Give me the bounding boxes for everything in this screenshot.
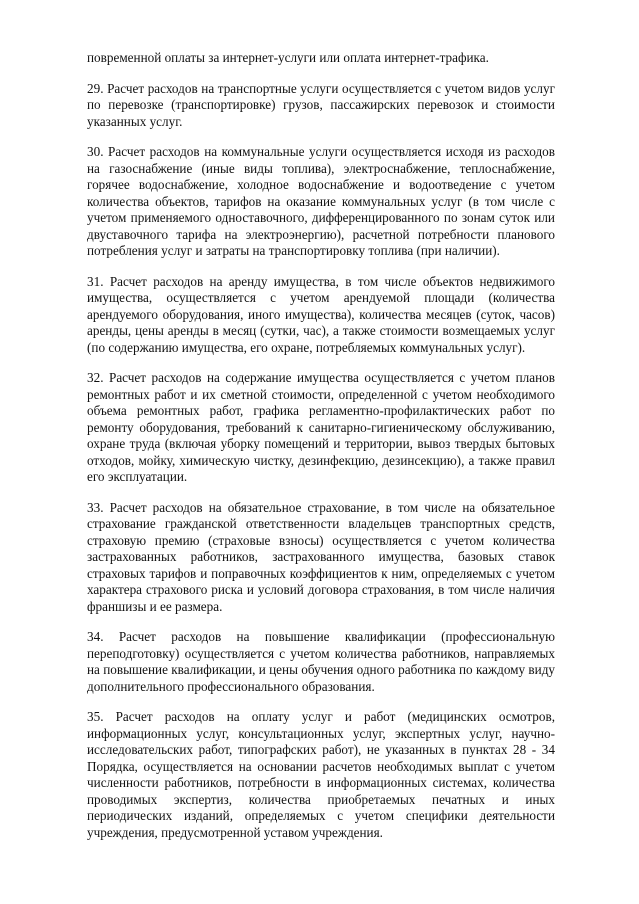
paragraph-30: 30. Расчет расходов на коммунальные услуги осуществляется исходя из расходов на газоснабжение (иные виды топлива), электроснабжение, теплоснабжение, горячее водоснабжение, холодное водоснабжение и водоотведение с учетом количества объектов, тарифов на оказание коммунальных услуг (в том числе с учетом применяемого одноставочного, дифференцированного по зонам суток или двуставочного тарифа на электроэнергию), расчетной потребности планового потребления услуг и затраты на транспортировку топлива (при наличии).: [87, 144, 555, 258]
paragraph-32: 32. Расчет расходов на содержание имущества осуществляется с учетом планов ремонтных работ и их сметной стоимости, определенной с учетом необходимого объема ремонтных работ, графика регламентно-профилактических работ по ремонту оборудования, требований к санитарно-гигиеническому обслуживанию, охране труда (включая уборку помещений и территории, вывоз твердых бытовых отходов, мойку, химическую чистку, дезинфекцию, дезинсекцию), а также правил его эксплуатации.: [87, 370, 555, 484]
document-body: [87, 50, 555, 855]
paragraph-35: 35. Расчет расходов на оплату услуг и работ (медицинских осмотров, информационных услуг, консультационных услуг, экспертных услуг, научно-исследовательских работ, типографских работ), не указанных в пунктах 28 - 34 Порядка, осуществляется на основании расчетов необходимых выплат с учетом численности работников, потребности в информационных системах, количества проводимых экспертиз, количества приобретаемых печатных и иных периодических изданий, определяемых с учетом специфики деятельности учреждения, предусмотренной уставом учреждения.: [87, 709, 555, 840]
paragraph-29: 29. Расчет расходов на транспортные услуги осуществляется с учетом видов услуг по перевозке (транспортировке) грузов, пассажирских перевозок и стоимости указанных услуг.: [87, 80, 555, 129]
paragraph-33: 33. Расчет расходов на обязательное страхование, в том числе на обязательное страхование гражданской ответственности владельцев транспортных средств, страховую премию (страховые взносы) осуществляется с учетом количества застрахованных работников, застрахованного имущества, базовых ставок страховых тарифов и поправочных коэффициентов к ним, определяемых с учетом характера страхового риска и условий договора страхования, в том числе наличия франшизы и ее размера.: [87, 499, 555, 614]
paragraph-continuation: повременной оплаты за интернет-услуги или оплата интернет-трафика.: [87, 50, 489, 65]
paragraph-31: 31. Расчет расходов на аренду имущества, в том числе объектов недвижимого имущества, осуществляется с учетом арендуемой площади (количества арендуемого оборудования, иного имущества), количества месяцев (суток, часов) аренды, цены аренды в месяц (сутки, час), а также стоимости возмещаемых услуг (по содержанию имущества, его охране, потребляемых коммунальных услуг).: [87, 273, 555, 355]
paragraph-34: 34. Расчет расходов на повышение квалификации (профессиональную переподготовку) осуществляется с учетом количества работников, направляемых на повышение квалификации, и цены обучения одного работника по каждому виду дополнительного профессионального образования.: [87, 629, 555, 694]
